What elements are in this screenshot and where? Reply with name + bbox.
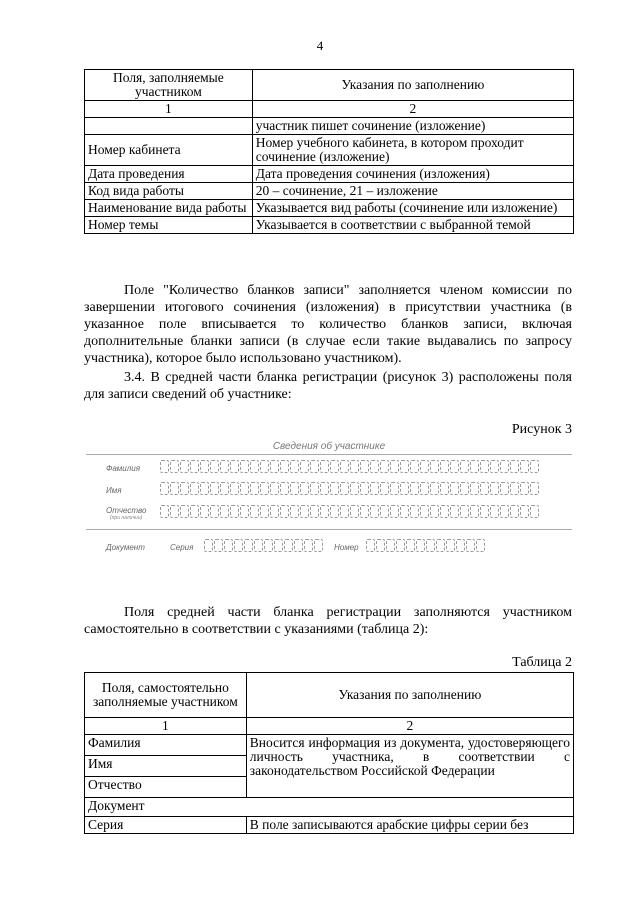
paragraph-middle-fields: Поля средней части бланка регистрации заполняются участником самостоятельно в соответствии с указаниями (таблица 2): — [84, 605, 572, 637]
input-cell — [480, 505, 489, 518]
patronymic-label: Отчество — [106, 506, 147, 515]
input-cell — [254, 539, 263, 552]
input-cell — [200, 460, 209, 473]
input-cell — [510, 505, 519, 518]
page-number: 4 — [316, 38, 324, 53]
input-cell — [290, 482, 299, 495]
input-cell — [390, 460, 399, 473]
patronymic-note: (при наличии) — [110, 515, 143, 521]
input-cell — [460, 482, 469, 495]
table-1-field: Номер кабинета — [85, 135, 253, 166]
input-cell — [446, 539, 455, 552]
table-1-num-col2: 2 — [252, 101, 573, 118]
table-2-field-surname: Фамилия — [85, 735, 247, 756]
input-cell — [430, 460, 439, 473]
input-cell — [510, 482, 519, 495]
table-row — [85, 735, 574, 756]
table-2-field-series: Серия — [85, 817, 247, 834]
surname-cells — [160, 460, 540, 473]
input-cell — [520, 460, 529, 473]
table-1-field: Код вида работы — [85, 183, 253, 200]
input-cell — [284, 539, 293, 552]
input-cell — [264, 539, 273, 552]
input-cell — [500, 460, 509, 473]
figure-participant-info — [86, 436, 572, 576]
table-row — [85, 135, 574, 166]
input-cell — [370, 505, 379, 518]
input-cell — [406, 539, 415, 552]
input-cell — [320, 460, 329, 473]
table-2-field-patronymic: Отчество — [85, 777, 247, 798]
input-cell — [340, 482, 349, 495]
input-cell — [416, 539, 425, 552]
input-cell — [370, 460, 379, 473]
input-cell — [500, 482, 509, 495]
input-cell — [180, 482, 189, 495]
input-cell — [160, 460, 169, 473]
input-cell — [310, 482, 319, 495]
input-cell — [510, 460, 519, 473]
input-cell — [420, 505, 429, 518]
table-1-header — [85, 70, 574, 101]
table-1-field: Наименование вида работы — [85, 200, 253, 217]
input-cell — [270, 505, 279, 518]
table-row — [85, 798, 574, 817]
input-cell — [520, 505, 529, 518]
figure-caption: Рисунок 3 — [511, 422, 572, 437]
input-cell — [190, 505, 199, 518]
input-cell — [310, 505, 319, 518]
input-cell — [530, 460, 539, 473]
input-cell — [180, 460, 189, 473]
input-cell — [476, 539, 485, 552]
input-cell — [530, 482, 539, 495]
figure-title: Сведения об участнике — [272, 441, 386, 452]
input-cell — [460, 505, 469, 518]
input-cell — [410, 505, 419, 518]
input-cell — [340, 505, 349, 518]
input-cell — [376, 539, 385, 552]
input-cell — [400, 482, 409, 495]
input-cell — [490, 505, 499, 518]
input-cell — [260, 505, 269, 518]
input-cell — [480, 482, 489, 495]
input-cell — [450, 505, 459, 518]
input-cell — [300, 505, 309, 518]
table-row — [85, 817, 574, 834]
input-cell — [250, 482, 259, 495]
figure-bottom-rule — [86, 529, 572, 530]
input-cell — [234, 539, 243, 552]
table-2-merged-instruction: Вносится информация из документа, удостоверяющего личность участника, в соответствии с законодательством Российской Федерации — [246, 735, 573, 798]
input-cell — [314, 539, 323, 552]
input-cell — [260, 482, 269, 495]
input-cell — [280, 482, 289, 495]
input-cell — [386, 539, 395, 552]
input-cell — [450, 460, 459, 473]
input-cell — [180, 505, 189, 518]
input-cell — [230, 460, 239, 473]
input-cell — [530, 505, 539, 518]
input-cell — [230, 482, 239, 495]
input-cell — [440, 460, 449, 473]
table-row — [85, 200, 574, 217]
input-cell — [224, 539, 233, 552]
document-label: Документ — [106, 543, 145, 552]
input-cell — [310, 460, 319, 473]
table-2 — [84, 672, 574, 834]
input-cell — [200, 505, 209, 518]
input-cell — [440, 505, 449, 518]
table-1-instruction: участник пишет сочинение (изложение) — [252, 118, 573, 135]
paragraph-section-3-4: 3.4. В средней части бланка регистрации (рисунок 3) расположены поля для записи сведений об участнике: — [84, 370, 572, 402]
input-cell — [430, 505, 439, 518]
input-cell — [304, 539, 313, 552]
number-cells — [366, 539, 486, 552]
table-2-field-name: Имя — [85, 756, 247, 777]
input-cell — [380, 460, 389, 473]
input-cell — [520, 482, 529, 495]
input-cell — [330, 460, 339, 473]
table-row — [85, 183, 574, 200]
table-2-caption: Таблица 2 — [512, 655, 572, 670]
input-cell — [350, 460, 359, 473]
input-cell — [490, 460, 499, 473]
input-cell — [360, 505, 369, 518]
input-cell — [240, 505, 249, 518]
input-cell — [300, 482, 309, 495]
name-label: Имя — [106, 486, 122, 495]
paragraph-blanks-count: Поле "Количество бланков записи" заполняется членом комиссии по завершении итогового сочинения (изложения) в присутствии участника (в указанное поле вписывается то количество бланков записи, включая дополнительные бланки записи (в случае если такие выдавались по запросу участника), которое было использовано участником). — [84, 283, 572, 366]
input-cell — [350, 505, 359, 518]
input-cell — [170, 460, 179, 473]
table-2-header-col1: Поля, самостоятельно заполняемые участником — [85, 673, 247, 718]
input-cell — [396, 539, 405, 552]
input-cell — [470, 482, 479, 495]
table-1-instruction: Указывается в соответствии с выбранной темой — [252, 217, 573, 234]
input-cell — [160, 505, 169, 518]
input-cell — [426, 539, 435, 552]
input-cell — [400, 460, 409, 473]
figure-top-rule — [86, 454, 572, 455]
input-cell — [300, 460, 309, 473]
input-cell — [330, 505, 339, 518]
input-cell — [190, 460, 199, 473]
series-label: Серия — [170, 543, 194, 552]
input-cell — [420, 460, 429, 473]
input-cell — [170, 482, 179, 495]
input-cell — [436, 539, 445, 552]
input-cell — [210, 482, 219, 495]
table-1-instruction: 20 – сочинение, 21 – изложение — [252, 183, 573, 200]
table-1-instruction: Номер учебного кабинета, в котором проходит сочинение (изложение) — [252, 135, 573, 166]
input-cell — [240, 460, 249, 473]
input-cell — [360, 460, 369, 473]
input-cell — [204, 539, 213, 552]
input-cell — [380, 482, 389, 495]
input-cell — [470, 460, 479, 473]
table-row — [85, 217, 574, 234]
input-cell — [280, 505, 289, 518]
input-cell — [214, 539, 223, 552]
table-1-instruction: Дата проведения сочинения (изложения) — [252, 166, 573, 183]
input-cell — [260, 460, 269, 473]
input-cell — [410, 482, 419, 495]
input-cell — [380, 505, 389, 518]
input-cell — [500, 505, 509, 518]
input-cell — [294, 539, 303, 552]
table-2-document-row: Документ — [85, 798, 574, 817]
input-cell — [400, 505, 409, 518]
input-cell — [456, 539, 465, 552]
input-cell — [390, 482, 399, 495]
table-1-header-col1: Поля, заполняемые участником — [85, 70, 253, 101]
input-cell — [490, 482, 499, 495]
input-cell — [170, 505, 179, 518]
input-cell — [244, 539, 253, 552]
input-cell — [320, 505, 329, 518]
input-cell — [250, 505, 259, 518]
input-cell — [320, 482, 329, 495]
input-cell — [390, 505, 399, 518]
input-cell — [470, 505, 479, 518]
input-cell — [450, 482, 459, 495]
input-cell — [240, 482, 249, 495]
table-1-instruction: Указывается вид работы (сочинение или изложение) — [252, 200, 573, 217]
table-row — [85, 166, 574, 183]
input-cell — [330, 482, 339, 495]
input-cell — [274, 539, 283, 552]
table-2-num-col1: 1 — [85, 718, 247, 735]
table-2-series-instruction: В поле записываются арабские цифры серии без — [246, 817, 573, 834]
input-cell — [360, 482, 369, 495]
table-2-num-col2: 2 — [246, 718, 573, 735]
input-cell — [350, 482, 359, 495]
input-cell — [290, 460, 299, 473]
table-1-header-col2: Указания по заполнению — [252, 70, 573, 101]
table-1-number-row — [85, 101, 574, 118]
input-cell — [220, 505, 229, 518]
name-cells — [160, 482, 540, 495]
input-cell — [230, 505, 239, 518]
table-1 — [84, 69, 574, 234]
input-cell — [220, 482, 229, 495]
table-row — [85, 118, 574, 135]
input-cell — [480, 460, 489, 473]
table-2-header-col2: Указания по заполнению — [246, 673, 573, 718]
input-cell — [250, 460, 259, 473]
table-1-field — [85, 118, 253, 135]
input-cell — [220, 460, 229, 473]
table-2-header — [85, 673, 574, 718]
input-cell — [466, 539, 475, 552]
input-cell — [460, 460, 469, 473]
input-cell — [270, 482, 279, 495]
input-cell — [290, 505, 299, 518]
input-cell — [190, 482, 199, 495]
table-1-field: Номер темы — [85, 217, 253, 234]
input-cell — [440, 482, 449, 495]
input-cell — [200, 482, 209, 495]
table-1-num-col1: 1 — [85, 101, 253, 118]
series-cells — [204, 539, 324, 552]
patronymic-cells — [160, 505, 540, 518]
input-cell — [366, 539, 375, 552]
table-2-number-row — [85, 718, 574, 735]
input-cell — [370, 482, 379, 495]
input-cell — [210, 505, 219, 518]
input-cell — [270, 460, 279, 473]
number-label: Номер — [334, 543, 359, 552]
input-cell — [210, 460, 219, 473]
input-cell — [160, 482, 169, 495]
surname-label: Фамилия — [106, 464, 140, 473]
input-cell — [430, 482, 439, 495]
input-cell — [420, 482, 429, 495]
input-cell — [340, 460, 349, 473]
input-cell — [410, 460, 419, 473]
table-1-field: Дата проведения — [85, 166, 253, 183]
input-cell — [280, 460, 289, 473]
